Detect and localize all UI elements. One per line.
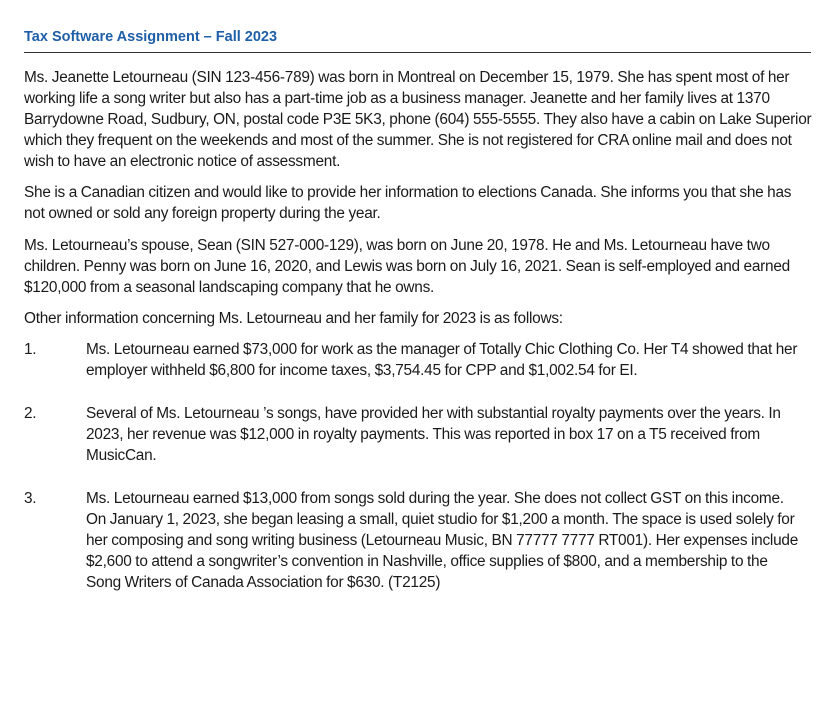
document-title: Tax Software Assignment – Fall 2023 [24,29,278,45]
list-item-number: 3. [24,490,37,507]
list-item-number: 1. [24,341,37,358]
list-item [24,403,813,466]
paragraph-other-info-intro: Other information concerning Ms. Letourneau and her family for 2023 is as follows: [24,310,563,327]
list-item-text: Ms. Letourneau earned $13,000 from songs sold during the year. She does not collect GST on this income. On January 1, 2023, she began leasing a small, quiet studio for $1,200 a month. The space is used solely for her composing and song writing business (Letourneau Music, BN 77777 7777 RT001). Her expenses include $2,600 to attend a songwriter’s convention in Nashville, office supplies of $800, and a membership to the Song Writers of Canada Association for $630. (T2125) [86,490,799,591]
list-item-text: Several of Ms. Letourneau ’s songs, have provided her with substantial royalty payments over the years. In 2023, her revenue was $12,000 in royalty payments. This was reported in box 17 on a T5 received from MusicCan. [86,405,781,464]
paragraph-citizenship: She is a Canadian citizen and would like to provide her information to elections Canada. She informs you that she has not owned or sold any foreign property during the year. [24,184,792,222]
paragraph-spouse-children: Ms. Letourneau’s spouse, Sean (SIN 527-000-129), was born on June 20, 1978. He and Ms. Letourneau have two children. Penny was born on June 16, 2020, and Lewis was born on July 16, 2021. Sean is self-employed and earned $120,000 from a seasonal landscaping company that he owns. [24,237,790,296]
list-item-text: Ms. Letourneau earned $73,000 for work as the manager of Totally Chic Clothing Co. Her T4 showed that her employer withheld $6,800 for income taxes, $3,754.45 for CPP and $1,002.54 for EI. [86,341,798,379]
numbered-list [24,339,813,593]
list-item [24,339,813,381]
list-item-number: 2. [24,405,37,422]
list-item [24,488,813,593]
paragraph-taxpayer-info: Ms. Jeanette Letourneau (SIN 123-456-789) was born in Montreal on December 15, 1979. She has spent most of her working life a song writer but also has a part-time job as a business manager. Jeanette and her family lives at 1370 Barrydowne Road, Sudbury, ON, postal code P3E 5K3, phone (604) 555-5555. They also have a cabin on Lake Superior which they frequent on the weekends and most of the summer. She is not registered for CRA online mail and does not wish to have an electronic notice of assessment. [24,69,812,170]
document-header [24,0,811,53]
